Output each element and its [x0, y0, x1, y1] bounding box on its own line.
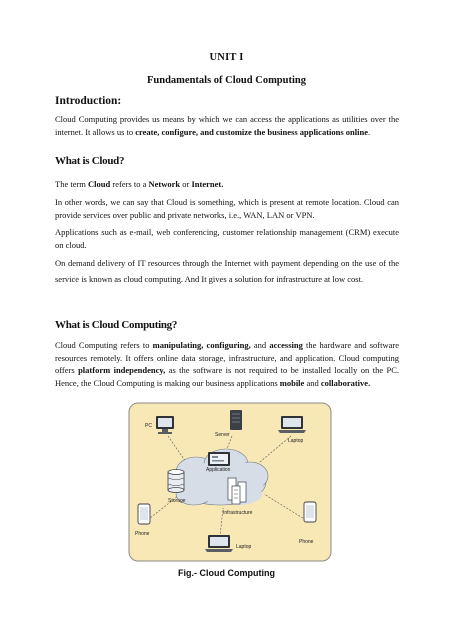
- server-icon: [230, 410, 242, 430]
- bold-run: Cloud: [88, 179, 111, 189]
- server-label: Server: [215, 432, 230, 438]
- storage-icon: [168, 470, 184, 493]
- text-run: .: [368, 126, 371, 137]
- cloud-computing-diagram: [128, 402, 332, 562]
- phone-left-icon: [138, 504, 150, 524]
- text-run: The term: [55, 179, 89, 189]
- laptop-top-icon: [278, 416, 306, 433]
- figure-caption: Fig.- Cloud Computing: [178, 568, 275, 578]
- text-run: the hardware and software resources remotely. It offers online data storage, infrastructure, and application. Cloud computing offers: [55, 340, 400, 376]
- cloud-term-paragraph: [55, 178, 399, 191]
- bold-run: platform independency,: [78, 365, 166, 376]
- bold-run: accessing: [269, 340, 303, 350]
- bold-run: collaborative.: [320, 377, 371, 388]
- on-demand-paragraph: On demand delivery of IT resources through the Internet with payment depending on the use of the service is known as cloud computing. And It gives a solution for infrastructure at low cost.: [55, 258, 399, 284]
- text-run: refers to a: [110, 179, 149, 189]
- phone-right-icon: [304, 502, 316, 522]
- what-is-cloud-computing-heading: What is Cloud Computing?: [55, 319, 178, 331]
- bold-run: create, configure, and customize the business applications online: [135, 126, 368, 137]
- text-run: or: [180, 179, 192, 189]
- bold-run: Network: [148, 179, 181, 189]
- text-run: and: [250, 340, 270, 350]
- introduction-paragraph: [55, 113, 399, 138]
- introduction-heading: Introduction:: [55, 95, 122, 107]
- infrastructure-label: Infrastructure: [223, 510, 253, 516]
- cloud-applications-paragraph: Applications such as e-mail, web conferencing, customer relationship management (CRM) execute on cloud.: [55, 227, 399, 250]
- laptop-bottom-icon: [205, 535, 233, 552]
- text-run: and: [304, 377, 321, 388]
- laptop-bottom-label: Laptop: [236, 544, 252, 550]
- application-label: Application: [206, 467, 231, 473]
- what-is-cloud-heading: What is Cloud?: [55, 155, 125, 167]
- laptop-top-label: Laptop: [288, 438, 304, 444]
- text-run: Cloud Computing provides us means by which we can access the applications as utilities over the internet. It allows us to: [55, 114, 399, 137]
- storage-label: Storage: [168, 498, 186, 504]
- pc-label: PC: [145, 423, 152, 429]
- text-run: Cloud Computing refers to: [55, 340, 153, 350]
- cloud-computing-paragraph: [55, 339, 399, 389]
- bold-run: Internet.: [191, 179, 224, 189]
- text-run: as the software is not required to be installed locally on the PC. Hence, the Cloud Computing is making our business applications: [55, 365, 400, 388]
- phone-right-label: Phone: [299, 539, 314, 545]
- phone-left-label: Phone: [135, 531, 150, 537]
- cloud-remote-paragraph: In other words, we can say that Cloud is something, which is present at remote location. Cloud can provide services over public and private networks, i.e., WAN, LAN or VPN.: [55, 197, 399, 220]
- bold-run: mobile: [279, 377, 305, 388]
- unit-heading: UNIT I: [209, 52, 244, 63]
- application-icon: [208, 452, 230, 466]
- bold-run: manipulating, configuring,: [152, 340, 251, 350]
- page-title: Fundamentals of Cloud Computing: [147, 75, 306, 86]
